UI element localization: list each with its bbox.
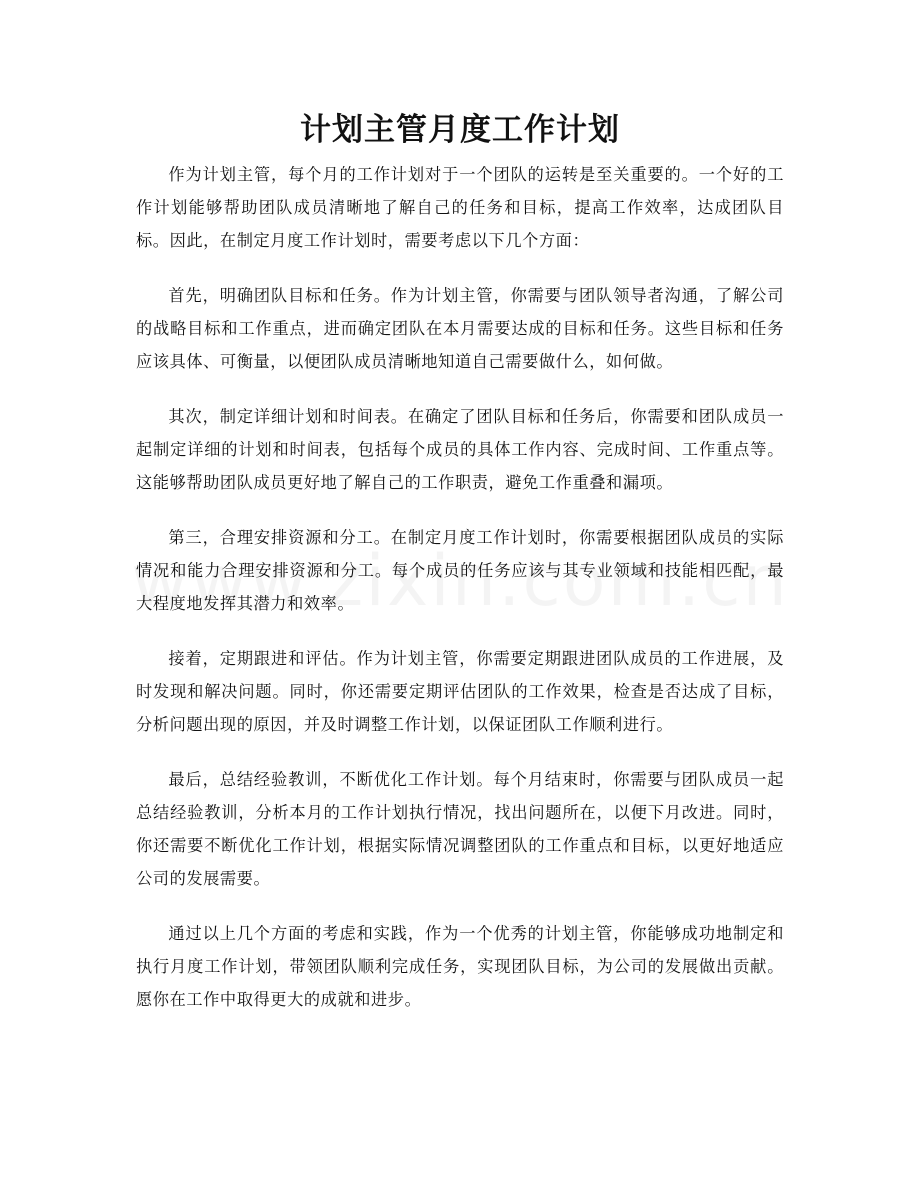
paragraph-second: 其次，制定详细计划和时间表。在确定了团队目标和任务后，你需要和团队成员一起制定详细的计划和时间表，包括每个成员的具体工作内容、完成时间、工作重点等。这能够帮助团队成员更好地了解自己的工作职责，避免工作重叠和漏项。 (136, 407, 784, 492)
paragraph-third: 第三，合理安排资源和分工。在制定月度工作计划时，你需要根据团队成员的实际情况和能力合理安排资源和分工。每个成员的任务应该与其专业领域和技能相匹配，最大程度地发挥其潜力和效率。 (136, 528, 784, 613)
paragraph-next: 接着，定期跟进和评估。作为计划主管，你需要定期跟进团队成员的工作进展，及时发现和解决问题。同时，你还需要定期评估团队的工作效果，检查是否达成了目标，分析问题出现的原因，并及时调整工作计划，以保证团队工作顺利进行。 (136, 649, 784, 734)
paragraph-first: 首先，明确团队目标和任务。作为计划主管，你需要与团队领导者沟通，了解公司的战略目标和工作重点，进而确定团队在本月需要达成的目标和任务。这些目标和任务应该具体、可衡量，以便团队成员清晰地知道自己需要做什么，如何做。 (136, 286, 784, 371)
paragraph-intro: 作为计划主管，每个月的工作计划对于一个团队的运转是至关重要的。一个好的工作计划能够帮助团队成员清晰地了解自己的任务和目标，提高工作效率，达成团队目标。因此，在制定月度工作计划时，需要考虑以下几个方面： (136, 165, 784, 250)
paragraph-conclusion: 通过以上几个方面的考虑和实践，作为一个优秀的计划主管，你能够成功地制定和执行月度工作计划，带领团队顺利完成任务，实现团队目标，为公司的发展做出贡献。愿你在工作中取得更大的成就和进步。 (136, 924, 784, 1009)
document-title: 计划主管月度工作计划 (300, 112, 620, 148)
paragraph-last: 最后，总结经验教训，不断优化工作计划。每个月结束时，你需要与团队成员一起总结经验教训，分析本月的工作计划执行情况，找出问题所在，以便下月改进。同时，你还需要不断优化工作计划，根据实际情况调整团队的工作重点和目标，以更好地适应公司的发展需要。 (136, 770, 784, 888)
document-body (136, 158, 784, 1038)
